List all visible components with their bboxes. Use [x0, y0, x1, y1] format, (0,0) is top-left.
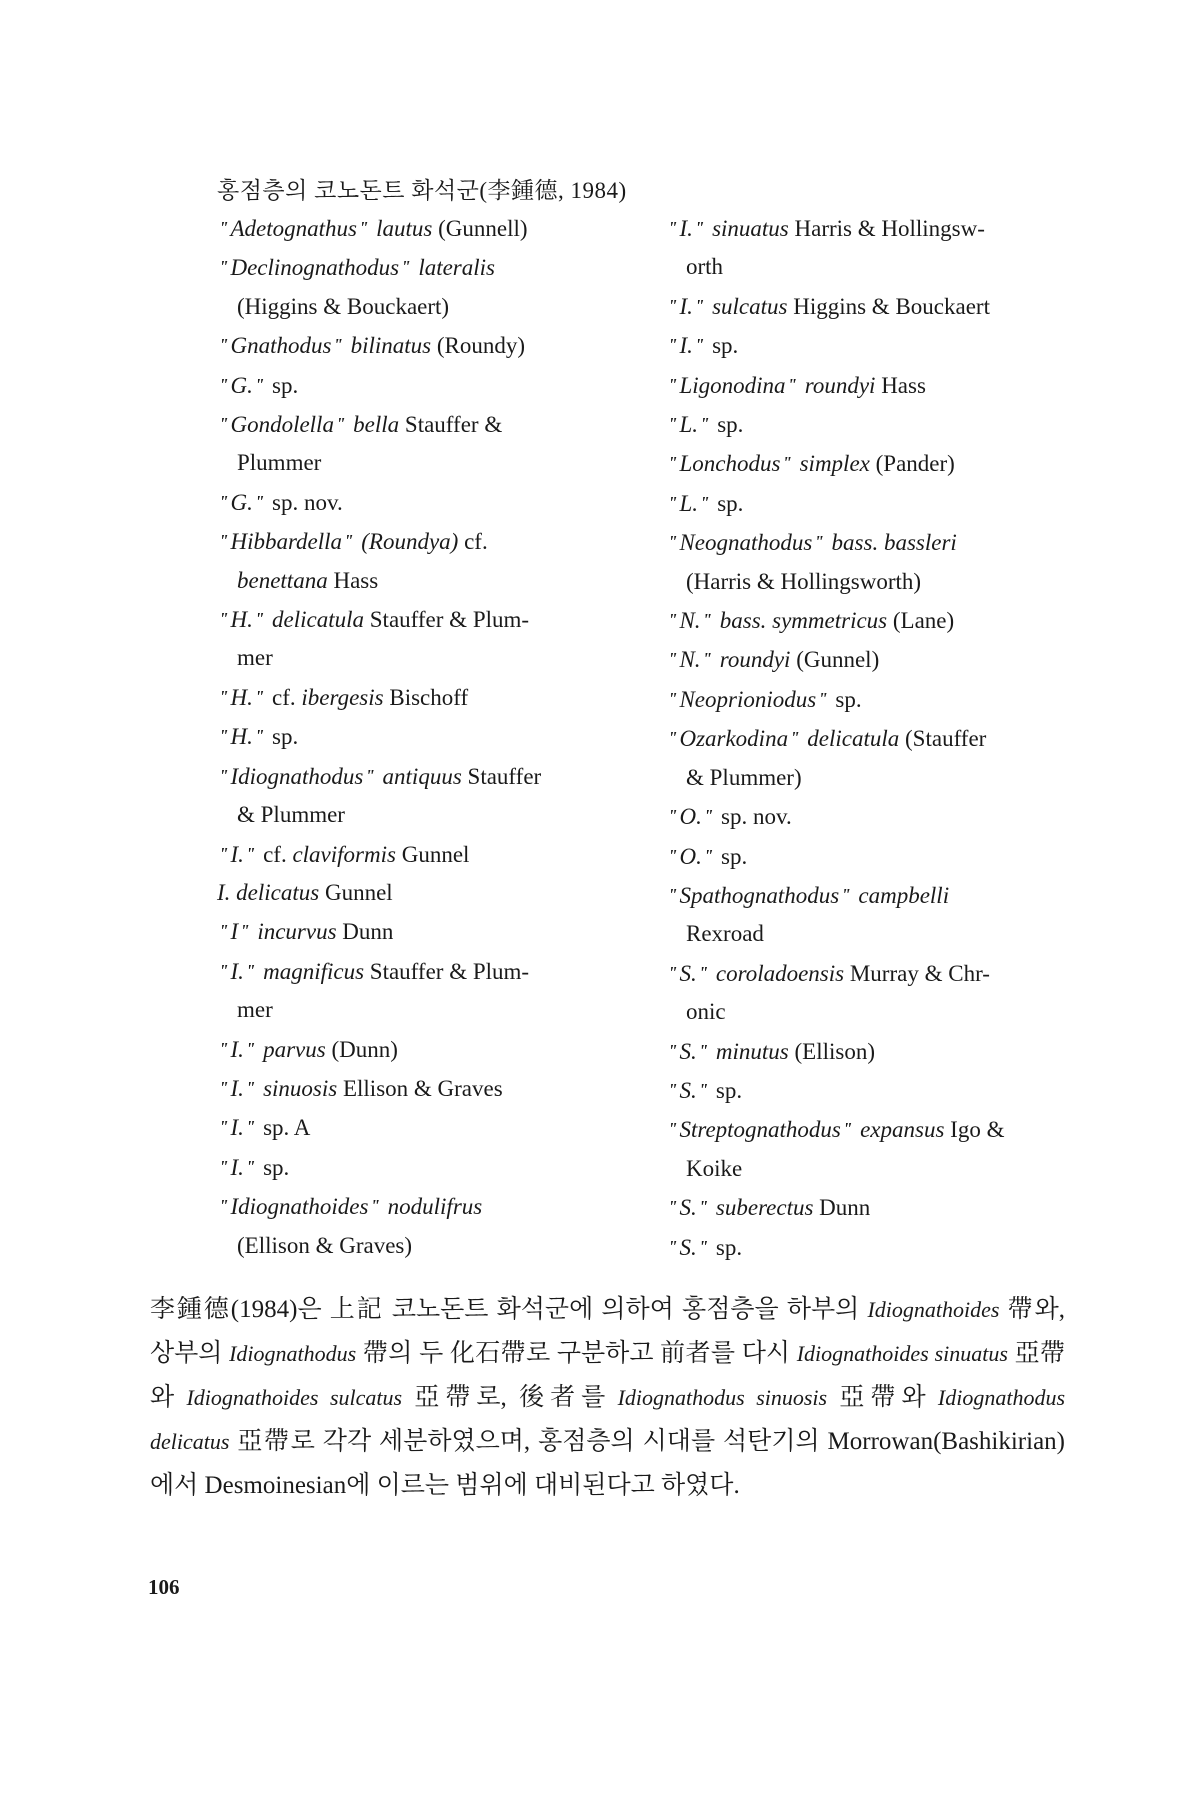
- quote-mark: ": [245, 1117, 256, 1137]
- taxon-name: parvus: [257, 1036, 326, 1062]
- taxon-name: Idiognathoides: [230, 1194, 369, 1220]
- taxon-name: S.: [679, 960, 697, 986]
- paragraph-text: 帶와, 상부의: [150, 1296, 1065, 1367]
- species-entry: [217, 874, 637, 912]
- entry-text: onic: [686, 999, 726, 1025]
- quote-mark: ": [700, 414, 710, 434]
- entry-text: sp. A: [257, 1115, 311, 1141]
- quote-mark: ": [700, 492, 710, 512]
- taxon-name: simplex: [793, 451, 870, 477]
- taxon-name: I.: [230, 1154, 244, 1180]
- quote-mark: ": [219, 1156, 229, 1176]
- quote-mark: ": [245, 1156, 256, 1176]
- entry-text: sp.: [266, 724, 299, 750]
- taxon-name: delicatula: [801, 726, 900, 752]
- taxon-name: Idiognathoides: [867, 1297, 1000, 1322]
- quote-mark: ": [668, 414, 678, 434]
- taxon-name: sulcatus: [706, 293, 788, 319]
- taxon-name: Idiognathodus: [230, 763, 364, 789]
- paragraph-text: 亞帶와: [150, 1340, 1065, 1411]
- paragraph-text: 亞帶로, 後者를: [402, 1384, 618, 1411]
- species-entry: [666, 209, 1076, 248]
- species-entry: [217, 209, 637, 248]
- taxon-name: O.: [679, 804, 702, 830]
- species-entry: [217, 1148, 637, 1187]
- taxon-name: Streptognathodus: [679, 1117, 841, 1143]
- entry-text: Bischoff: [383, 684, 469, 710]
- entry-text: mer: [237, 997, 273, 1023]
- taxon-name: magnificus: [257, 958, 365, 984]
- taxon-name: I.: [230, 841, 244, 867]
- quote-mark: ": [219, 960, 229, 980]
- species-entry: [217, 288, 637, 326]
- taxon-name: I. delicatus: [217, 879, 320, 905]
- entry-text: Igo &: [944, 1117, 1005, 1143]
- quote-mark: ": [668, 1040, 678, 1060]
- quote-mark: ": [245, 960, 256, 980]
- taxon-name: G.: [230, 372, 253, 398]
- quote-mark: ": [702, 610, 712, 630]
- right-species-list: [666, 209, 1076, 1267]
- entry-text: Plummer: [237, 450, 322, 476]
- quote-mark: ": [668, 1197, 678, 1217]
- quote-mark: ": [219, 257, 229, 277]
- species-entry: [217, 796, 637, 834]
- entry-text: sp.: [257, 1154, 290, 1180]
- quote-mark: ": [245, 1077, 256, 1097]
- entry-text: Dunn: [336, 919, 394, 945]
- quote-mark: ": [668, 845, 678, 865]
- taxon-name: lateralis: [412, 255, 495, 281]
- species-entry: [666, 640, 1076, 679]
- taxon-name: I.: [230, 958, 244, 984]
- entry-text: Hass: [875, 372, 926, 398]
- taxon-name: I.: [230, 1036, 244, 1062]
- taxon-name: H.: [230, 607, 253, 633]
- quote-mark: ": [219, 843, 229, 863]
- taxon-name: ibergesis: [301, 684, 384, 710]
- quote-mark: ": [219, 1077, 229, 1097]
- entry-text: (Higgins & Bouckaert): [237, 293, 450, 319]
- quote-mark: ": [219, 765, 229, 785]
- quote-mark: ": [219, 374, 229, 394]
- quote-mark: ": [668, 884, 678, 904]
- quote-mark: ": [694, 218, 705, 237]
- taxon-name: Ozarkodina: [679, 726, 789, 752]
- entry-text: Stauffer &: [399, 412, 503, 438]
- quote-mark: ": [668, 374, 678, 394]
- species-entry: [666, 719, 1076, 758]
- species-entry: [217, 717, 637, 756]
- species-entry: [217, 522, 637, 561]
- entry-text: (Harris & Hollingsworth): [686, 568, 922, 594]
- species-entry: [666, 797, 1076, 836]
- entry-text: (Pander): [869, 451, 955, 477]
- species-entry: [666, 1150, 1076, 1188]
- species-entry: [217, 991, 637, 1029]
- quote-mark: ": [219, 686, 229, 706]
- quote-mark: ": [365, 765, 375, 785]
- quote-mark: ": [698, 962, 709, 982]
- quote-mark: ": [254, 726, 265, 746]
- species-entry: [666, 326, 1076, 365]
- species-entry: [217, 483, 637, 522]
- taxon-name: Neoprioniodus: [679, 686, 817, 712]
- species-entry: [217, 1069, 637, 1108]
- species-entry: [666, 1032, 1076, 1071]
- entry-text: sp.: [711, 412, 744, 438]
- quote-mark: ": [668, 649, 678, 669]
- entry-text: sp.: [829, 686, 862, 712]
- quote-mark: ": [219, 335, 229, 355]
- taxon-name: roundyi: [714, 647, 791, 673]
- quote-mark: ": [219, 531, 229, 551]
- taxon-name: incurvus: [251, 919, 337, 945]
- species-entry: [666, 954, 1076, 993]
- taxon-name: bella: [347, 412, 400, 438]
- species-entry: [666, 915, 1076, 953]
- entry-text: & Plummer): [686, 764, 802, 790]
- taxon-name: I.: [679, 293, 693, 319]
- taxon-name: Gnathodus: [230, 333, 332, 359]
- quote-mark: ": [219, 1117, 229, 1137]
- species-entry: [217, 678, 637, 717]
- species-entry: [666, 444, 1076, 483]
- taxon-name: Ligonodina: [679, 372, 786, 398]
- species-entry: [666, 680, 1076, 719]
- species-entry: [217, 366, 637, 405]
- quote-mark: ": [335, 414, 346, 434]
- species-entry: [666, 1071, 1076, 1110]
- taxon-name: nodulifrus: [381, 1194, 483, 1220]
- taxon-name: bass. bassleri: [825, 530, 957, 556]
- species-entry: [217, 1030, 637, 1069]
- taxon-name: I: [230, 919, 239, 945]
- paragraph-text: 亞帶와: [827, 1384, 938, 1411]
- taxon-name: antiquus: [376, 763, 462, 789]
- quote-mark: ": [245, 843, 256, 863]
- taxon-name: Adetognathus: [230, 216, 357, 241]
- taxon-name: O.: [679, 843, 702, 869]
- quote-mark: ": [698, 1197, 709, 1217]
- taxon-name: Hibbardella: [230, 529, 343, 555]
- entry-text: Hass: [327, 567, 379, 593]
- taxon-name: Gondolella: [230, 412, 334, 438]
- entry-text: sp.: [710, 1234, 743, 1260]
- species-entry: [217, 757, 637, 796]
- quote-mark: ": [703, 806, 714, 826]
- taxon-name: roundyi: [798, 372, 876, 398]
- quote-mark: ": [668, 962, 678, 982]
- quote-mark: ": [787, 374, 797, 394]
- entry-text: Koike: [686, 1155, 743, 1181]
- taxon-name: N.: [679, 647, 701, 673]
- species-entry: [217, 1108, 637, 1147]
- entry-text: Harris & Hollingsw-: [788, 216, 985, 241]
- species-entry: [217, 405, 637, 444]
- taxon-name: S.: [679, 1195, 697, 1221]
- taxon-name: Idiognathodus: [229, 1341, 357, 1366]
- entry-text: (Ellison & Graves): [237, 1232, 413, 1258]
- taxon-name: campbelli: [852, 882, 950, 908]
- taxon-name: lautus: [370, 216, 433, 241]
- entry-text: sp.: [266, 372, 299, 398]
- page-number: 106: [148, 1575, 180, 1599]
- left-species-list: [217, 209, 637, 1265]
- quote-mark: ": [698, 1236, 709, 1256]
- quote-mark: ": [370, 1196, 380, 1216]
- taxon-name: Idiognathoides sulcatus: [186, 1385, 403, 1410]
- paragraph-text: 帶의 두 化石帶로 구분하고 前者를 다시: [356, 1340, 797, 1367]
- quote-mark: ": [668, 806, 678, 826]
- entry-text: Gunnel: [395, 841, 470, 867]
- entry-text: (Dunn): [325, 1036, 398, 1062]
- quote-mark: ": [703, 845, 714, 865]
- quote-mark: ": [219, 609, 229, 629]
- quote-mark: ": [668, 688, 678, 708]
- species-entry: [217, 1227, 637, 1265]
- quote-mark: ": [818, 688, 828, 708]
- species-entry: [666, 759, 1076, 797]
- taxon-name: coroladoensis: [710, 960, 845, 986]
- taxon-name: sinuosis: [257, 1075, 338, 1101]
- taxon-name: delicatula: [266, 607, 365, 633]
- taxon-name: I.: [230, 1115, 244, 1141]
- taxon-name: Declinognathodus: [230, 255, 400, 281]
- taxon-name: Lonchodus: [679, 451, 781, 477]
- quote-mark: ": [782, 453, 792, 473]
- quote-mark: ": [401, 257, 411, 277]
- taxon-name: bilinatus: [344, 333, 432, 359]
- taxon-name: G.: [230, 489, 253, 515]
- entry-text: Ellison & Graves: [337, 1075, 503, 1101]
- quote-mark: ": [698, 1040, 709, 1060]
- quote-mark: ": [668, 1236, 678, 1256]
- species-entry: [666, 248, 1076, 286]
- entry-text: & Plummer: [237, 802, 345, 828]
- species-entry: [666, 287, 1076, 326]
- quote-mark: ": [254, 686, 265, 706]
- taxon-name: Spathognathodus: [679, 882, 840, 908]
- species-entry: [217, 600, 637, 639]
- entry-text: (Ellison): [788, 1038, 875, 1064]
- quote-mark: ": [668, 335, 678, 355]
- section-heading: 홍점층의 코노돈트 화석군(李鍾德, 1984): [217, 178, 627, 203]
- quote-mark: ": [694, 335, 705, 355]
- species-entry: [666, 405, 1076, 444]
- quote-mark: ": [358, 218, 369, 237]
- entry-text: sp. nov.: [715, 804, 792, 830]
- species-entry: [217, 248, 637, 287]
- quote-mark: ": [219, 414, 229, 434]
- entry-text: Stauffer & Plum-: [364, 958, 530, 984]
- entry-text: cf.: [257, 841, 293, 867]
- taxon-name: I.: [679, 333, 693, 359]
- species-entry: [217, 639, 637, 677]
- taxon-name: expansus: [854, 1117, 945, 1143]
- quote-mark: ": [841, 884, 851, 904]
- taxon-name: benettana: [237, 567, 328, 593]
- quote-mark: ": [245, 1038, 256, 1058]
- quote-mark: ": [254, 491, 265, 511]
- body-paragraph: [150, 1288, 1065, 1508]
- taxon-name: S.: [679, 1234, 697, 1260]
- taxon-name: L.: [679, 412, 698, 438]
- quote-mark: ": [333, 335, 343, 355]
- quote-mark: ": [344, 531, 354, 551]
- taxon-name: Neognathodus: [679, 530, 813, 556]
- quote-mark: ": [698, 1079, 709, 1099]
- taxon-name: H.: [230, 684, 253, 710]
- quote-mark: ": [668, 1119, 678, 1139]
- quote-mark: ": [219, 921, 229, 941]
- quote-mark: ": [219, 491, 229, 511]
- paragraph-text: 亞帶로 각각 세분하였으며, 홍점층의 시대를 석탄기의 Morrowan(Bashikirian)에서 Desmoinesian에 이르는 범위에 대비된다고 하였다.: [150, 1428, 1065, 1499]
- species-entry: [666, 563, 1076, 601]
- taxon-name: Idiognathodus sinuosis: [617, 1385, 828, 1410]
- species-entry: [666, 1228, 1076, 1267]
- taxon-name: Idiognathoides sinuatus: [796, 1341, 1008, 1366]
- quote-mark: ": [790, 728, 800, 748]
- taxon-name: N.: [679, 608, 701, 634]
- taxon-name: claviformis: [292, 841, 396, 867]
- species-entry: [217, 835, 637, 874]
- entry-text: Higgins & Bouckaert: [787, 293, 990, 319]
- entry-text: Stauffer & Plum-: [364, 607, 530, 633]
- entry-text: cf.: [266, 684, 302, 710]
- taxon-name: L.: [679, 490, 698, 516]
- species-entry: [666, 876, 1076, 915]
- taxon-name: minutus: [710, 1038, 789, 1064]
- entry-text: sp. nov.: [266, 489, 343, 515]
- taxon-name: Idiognathodus delicatus: [150, 1385, 1066, 1454]
- species-entry: [217, 1187, 637, 1226]
- species-entry: [666, 1110, 1076, 1149]
- entry-text: Stauffer: [461, 763, 542, 789]
- species-entry: [217, 912, 637, 951]
- quote-mark: ": [219, 218, 229, 237]
- taxon-name: S.: [679, 1077, 697, 1103]
- quote-mark: ": [694, 295, 705, 315]
- entry-text: sp.: [711, 490, 744, 516]
- entry-text: mer: [237, 645, 273, 671]
- quote-mark: ": [254, 609, 265, 629]
- species-entry: [666, 523, 1076, 562]
- species-entry: [666, 484, 1076, 523]
- species-entry: [217, 562, 637, 600]
- entry-text: (Roundy): [431, 333, 526, 359]
- quote-mark: ": [668, 610, 678, 630]
- taxon-name: S.: [679, 1038, 697, 1064]
- species-entry: [217, 444, 637, 482]
- quote-mark: ": [814, 532, 824, 552]
- entry-text: Gunnel: [319, 879, 393, 905]
- species-entry: [217, 326, 637, 365]
- taxon-name: I.: [230, 1075, 244, 1101]
- quote-mark: ": [668, 492, 678, 512]
- paragraph-text: 李鍾德(1984)은 上記 코노돈트 화석군에 의하여 홍점층을 하부의: [150, 1296, 868, 1323]
- taxon-name: (Roundya): [355, 529, 459, 555]
- quote-mark: ": [219, 1038, 229, 1058]
- entry-text: cf.: [458, 529, 488, 555]
- entry-text: sp.: [710, 1077, 743, 1103]
- species-entry: [217, 952, 637, 991]
- quote-mark: ": [219, 726, 229, 746]
- quote-mark: ": [668, 453, 678, 473]
- quote-mark: ": [668, 728, 678, 748]
- species-entry: [666, 993, 1076, 1031]
- entry-text: Rexroad: [686, 921, 764, 947]
- quote-mark: ": [668, 1079, 678, 1099]
- species-entry: [666, 837, 1076, 876]
- quote-mark: ": [219, 1196, 229, 1216]
- entry-text: orth: [686, 254, 724, 280]
- entry-text: Dunn: [813, 1195, 871, 1221]
- quote-mark: ": [668, 218, 678, 237]
- taxon-name: H.: [230, 724, 253, 750]
- taxon-name: sinuatus: [706, 216, 789, 241]
- entry-text: Murray & Chr-: [844, 960, 990, 986]
- quote-mark: ": [702, 649, 712, 669]
- entry-text: (Lane): [887, 608, 955, 634]
- taxon-name: bass. symmetricus: [714, 608, 888, 634]
- species-entry: [666, 366, 1076, 405]
- entry-text: sp.: [706, 333, 739, 359]
- entry-text: (Gunnel): [790, 647, 880, 673]
- taxon-name: suberectus: [710, 1195, 814, 1221]
- entry-text: sp.: [715, 843, 748, 869]
- entry-text: (Stauffer: [899, 726, 987, 752]
- species-entry: [666, 601, 1076, 640]
- quote-mark: ": [668, 532, 678, 552]
- quote-mark: ": [842, 1119, 853, 1139]
- quote-mark: ": [254, 374, 265, 394]
- quote-mark: ": [240, 921, 250, 941]
- species-entry: [666, 1188, 1076, 1227]
- quote-mark: ": [668, 295, 678, 315]
- entry-text: (Gunnell): [432, 216, 528, 241]
- taxon-name: I.: [679, 216, 693, 241]
